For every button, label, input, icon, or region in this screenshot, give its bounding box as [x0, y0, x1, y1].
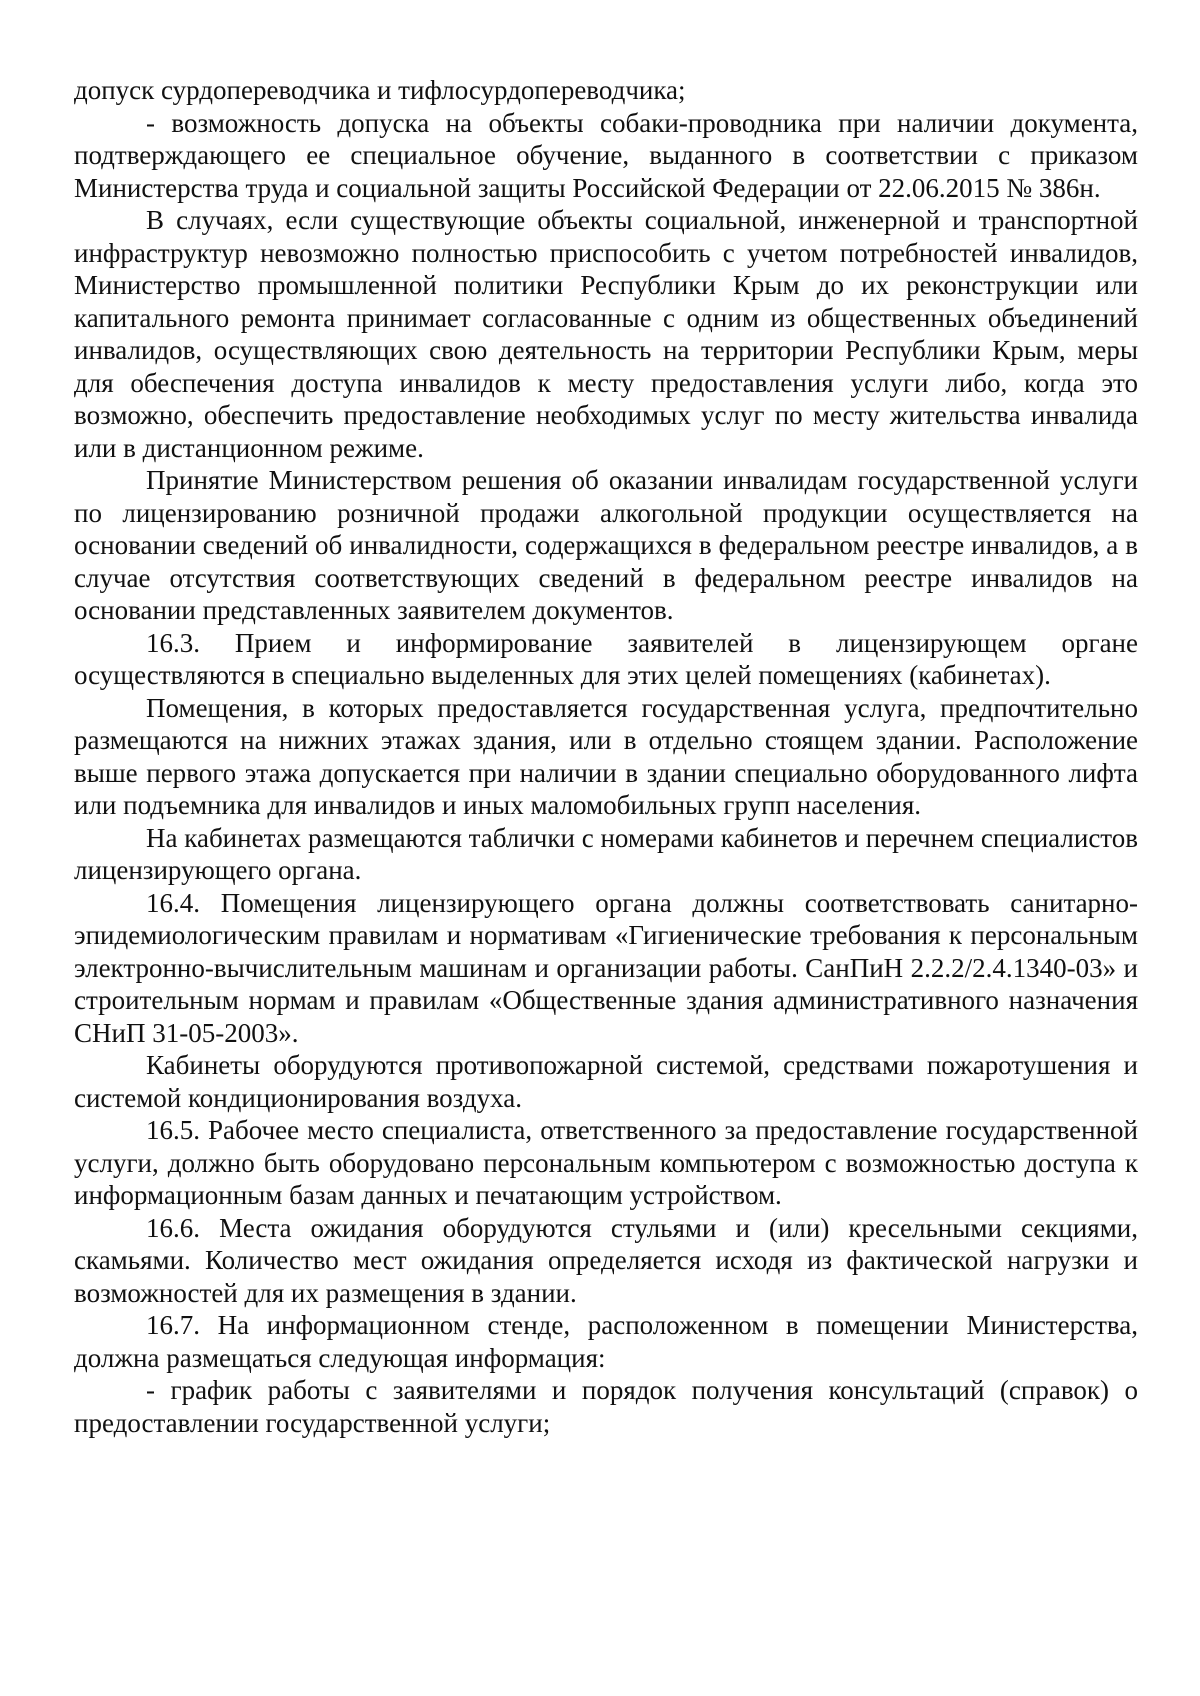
paragraph-section-16-4: 16.4. Помещения лицензирующего органа должны соответствовать санитарно-эпидемиологическим правилам и нормативам «Гигиенические требования к персональным электронно-вычислительным машинам и организации работы. СанПиН 2.2.2/2.4.1340-03» и строительным нормам и правилам «Общественные здания административного назначения СНиП 31-05-2003». — [74, 887, 1138, 1048]
document-body — [74, 74, 1138, 1439]
paragraph-section-16-3: 16.3. Прием и информирование заявителей в лицензирующем органе осуществляются в специально выделенных для этих целей помещениях (кабинетах). — [74, 627, 1138, 690]
paragraph-office-signs: На кабинетах размещаются таблички с номерами кабинетов и перечнем специалистов лицензирующего органа. — [74, 822, 1138, 885]
paragraph-work-schedule: - график работы с заявителями и порядок получения консультаций (справок) о предоставлении государственной услуги; — [74, 1375, 1138, 1438]
paragraph-disability-registry: Принятие Министерством решения об оказании инвалидам государственной услуги по лицензированию розничной продажи алкогольной продукции осуществляется на основании сведений об инвалидности, содержащихся в федеральном реестре инвалидов, а в случае отсутствия соответствующих сведений в федеральном реестре инвалидов на основании представленных заявителем документов. — [74, 465, 1138, 625]
paragraph-interpreter-access: допуск сурдопереводчика и тифлосурдопереводчика; — [74, 75, 686, 105]
paragraph-section-16-5: 16.5. Рабочее место специалиста, ответственного за предоставление государственной услуги, должно быть оборудовано персональным компьютером с возможностью доступа к информационным базам данных и печатающим устройством. — [74, 1115, 1138, 1210]
paragraph-infrastructure-adaptation: В случаях, если существующие объекты социальной, инженерной и транспортной инфраструктур невозможно полностью приспособить с учетом потребностей инвалидов, Министерство промышленной политики Республики Крым до их реконструкции или капитального ремонта принимает согласованные с одним из общественных объединений инвалидов, осуществляющих свою деятельность на территории Республики Крым, меры для обеспечения доступа инвалидов к месту предоставления услуги либо, когда это возможно, обеспечить предоставление необходимых услуг по месту жительства инвалида или в дистанционном режиме. — [74, 205, 1138, 463]
paragraph-fire-safety: Кабинеты оборудуются противопожарной системой, средствами пожаротушения и системой кондиционирования воздуха. — [74, 1050, 1138, 1113]
paragraph-section-16-6: 16.6. Места ожидания оборудуются стульями и (или) кресельными секциями, скамьями. Количество мест ожидания определяется исходя из фактической нагрузки и возможностей для их размещения в здании. — [74, 1212, 1138, 1308]
paragraph-premises-location: Помещения, в которых предоставляется государственная услуга, предпочтительно размещаются на нижних этажах здания, или в отдельно стоящем здании. Расположение выше первого этажа допускается при наличии в здании специально оборудованного лифта или подъемника для инвалидов и иных маломобильных групп населения. — [74, 692, 1138, 820]
paragraph-section-16-7: 16.7. На информационном стенде, расположенном в помещении Министерства, должна размещаться следующая информация: — [74, 1310, 1138, 1373]
paragraph-guide-dog-access: - возможность допуска на объекты собаки-проводника при наличии документа, подтверждающего ее специальное обучение, выданного в соответствии с приказом Министерства труда и социальной защиты Российской Федерации от 22.06.2015 № 386н. — [74, 107, 1138, 203]
